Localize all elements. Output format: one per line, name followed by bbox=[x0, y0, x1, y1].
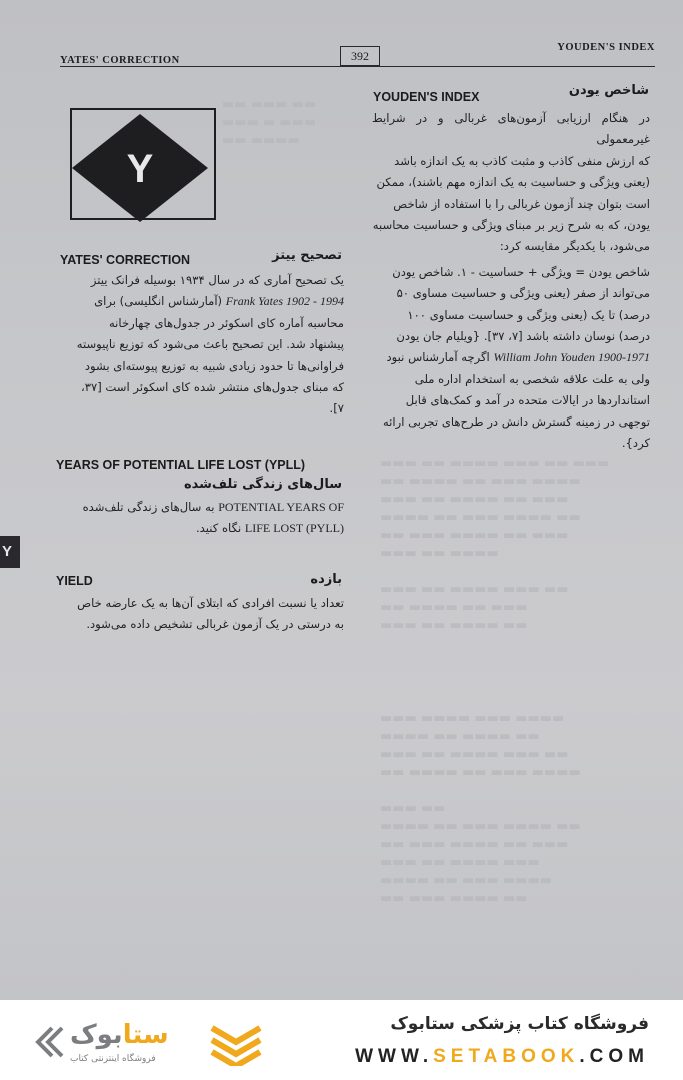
book-stack-icon bbox=[208, 1022, 264, 1066]
logo-wordmark bbox=[70, 1018, 169, 1052]
youden-term-fa: شاخص یودن bbox=[568, 83, 649, 98]
url-suffix: .COM bbox=[579, 1046, 649, 1067]
text-line: تعداد یا نسبت افرادی که ابتلای آن‌ها به یک عارضه خاص bbox=[77, 596, 344, 610]
text-line: ولی به علت علاقه شخصی به استخدام اداره ملی bbox=[414, 371, 650, 386]
logo-wordmark-accent: ستا bbox=[122, 1020, 169, 1050]
yield-term-en: YIELD bbox=[56, 574, 93, 588]
text-line: (یعنی ویژگی و حساسیت به یک اندازه مهم باشند)، ممکن bbox=[376, 175, 650, 190]
text-line bbox=[372, 347, 650, 368]
cross-reference-en: LIFE LOST (PYLL) bbox=[244, 521, 344, 536]
text-span: نگاه کنید. bbox=[195, 521, 242, 536]
header-rule bbox=[60, 66, 655, 67]
logo-wordmark-rest: بوک bbox=[70, 1020, 123, 1050]
text-line: که ارزش منفی کاذب و مثبت کاذب به یک اندازه باشد bbox=[394, 153, 650, 168]
text-line: درصد) تا یک (یعنی ویژگی و حساسیت مساوی ۱۰۰ bbox=[407, 307, 650, 322]
logo-subtitle: فروشگاه اینترنتی کتاب bbox=[70, 1054, 156, 1064]
yates-term-en: YATES' CORRECTION bbox=[60, 253, 191, 267]
text-line: می‌شود، با یکدیگر مقایسه کرد: bbox=[499, 239, 650, 254]
chevron-logo-icon bbox=[30, 1024, 66, 1060]
text-line: استانداردها در ایالات متحده در آمد و کمک‌های قابل bbox=[405, 393, 650, 408]
youden-term-en: YOUDEN'S INDEX bbox=[373, 90, 480, 104]
thumb-index-tab: Y bbox=[0, 536, 20, 568]
yield-definition bbox=[56, 593, 344, 636]
text-line: به درستی در یک آزمون غربالی تشخیص داده می‌شود. bbox=[86, 617, 344, 632]
bleed-through-text: ▬▬▬ ▬▬▬▬ ▬▬▬ ▬▬▬▬ ▬▬▬▬ ▬▬ ▬▬▬▬ ▬▬ ▬▬▬ ▬▬ ▬▬▬▬ ▬▬▬ ▬▬ ▬▬ ▬▬▬▬ ▬▬ ▬▬▬ ▬▬▬▬ ▬▬▬ ▬▬ ▬▬▬▬ ▬▬ ▬▬▬ ▬▬▬▬ ▬▬ ▬▬ ▬▬▬ ▬▬▬▬ ▬▬ ▬▬▬ ▬▬▬ ▬▬ ▬▬▬▬ ▬▬▬ ▬▬▬▬ ▬▬ ▬▬▬ ▬▬▬▬ ▬▬ ▬▬▬ ▬▬▬▬ ▬▬ bbox=[380, 711, 581, 906]
text-line: است بتوان چند آزمون غربالی را با استفاده از شاخص bbox=[393, 196, 650, 211]
youden-definition bbox=[372, 108, 650, 455]
url-brand: SETABOOK bbox=[433, 1046, 580, 1067]
store-logo bbox=[30, 1018, 290, 1070]
text-line bbox=[60, 291, 344, 312]
page-number: 392 bbox=[340, 46, 380, 66]
right-running-head: YOUDEN'S INDEX bbox=[557, 42, 655, 53]
text-span: به سال‌های زندگی تلف‌شده bbox=[82, 500, 215, 514]
text-line bbox=[56, 518, 344, 539]
ypll-term-en: YEARS OF POTENTIAL LIFE LOST (YPLL) bbox=[56, 458, 306, 472]
cross-reference-en: POTENTIAL YEARS OF bbox=[218, 500, 344, 514]
text-span: اگرچه آمارشناس نبود bbox=[386, 350, 490, 365]
yield-term-fa: بازده bbox=[310, 572, 342, 587]
store-name: فروشگاه کتاب پزشکی ستابوک bbox=[390, 1014, 649, 1034]
text-line: توجهی در زمینه گسترش دانش در طرح‌های تجربی ارائه bbox=[382, 414, 650, 429]
url-prefix: WWW. bbox=[355, 1046, 434, 1067]
bleed-through-text: ▬▬▬ ▬▬ ▬▬▬▬ ▬▬▬ ▬▬ ▬▬▬ ▬▬ ▬▬▬▬ ▬▬ ▬▬▬ ▬▬▬▬ ▬▬▬ ▬▬ ▬▬▬▬ ▬▬ ▬▬▬ ▬▬▬▬ ▬▬ ▬▬▬ ▬▬▬▬ ▬▬ ▬▬ ▬▬▬ ▬▬▬▬ ▬▬ ▬▬▬ ▬▬▬ ▬▬ ▬▬▬▬ ▬▬▬ ▬▬ ▬▬▬▬ ▬▬▬ ▬▬ ▬▬ ▬▬▬▬ ▬▬ ▬▬▬ ▬▬▬ ▬▬ ▬▬▬▬ ▬▬ bbox=[380, 456, 610, 633]
diamond-letter-y-icon bbox=[70, 112, 210, 224]
text-line: می‌تواند از صفر (یعنی ویژگی و حساسیت مساوی ۵۰ bbox=[396, 286, 650, 301]
text-line: کرد}. bbox=[621, 436, 650, 451]
yates-definition bbox=[60, 270, 344, 420]
text-line: ۷]. bbox=[329, 401, 344, 416]
text-line: فراوانی‌ها تا حدود زیادی شبیه به توزیع پیوسته‌ای بشود bbox=[84, 358, 344, 373]
bleed-through-text: ▬▬ ▬▬▬ ▬▬ ▬▬▬ ▬ ▬▬▬ ▬▬ ▬▬▬▬ bbox=[222, 97, 317, 148]
text-line: محاسبه آماره کای اسکوئر در جدول‌های چهارخانه bbox=[108, 315, 344, 330]
ypll-term-fa: سال‌های زندگی تلف‌شده bbox=[183, 477, 342, 492]
text-line bbox=[56, 497, 344, 518]
text-line: شاخص یودن = ویژگی + حساسیت - ۱. شاخص یودن bbox=[392, 264, 650, 279]
yates-term-fa: تصحیح ییتز bbox=[272, 248, 342, 263]
text-line: یودن، که به شرح زیر بر مبنای ویژگی و حساسیت محاسبه bbox=[372, 218, 650, 233]
text-span: (آمارشناس انگلیسی) برای bbox=[94, 294, 223, 309]
left-running-head: YATES' CORRECTION bbox=[60, 55, 180, 66]
text-line: یک تصحیح آماری که در سال ۱۹۳۴ بوسیله فرانک ییتز bbox=[90, 273, 344, 287]
person-name-en: William John Youden 1900-1971 bbox=[493, 350, 650, 365]
text-line: درصد) نوسان داشته باشد [۷، ۳۷]. {ویلیام جان یودن bbox=[396, 329, 650, 344]
text-line: پیشنهاد شد. این تصحیح باعث می‌شود که توزیع ناپیوسته bbox=[76, 337, 344, 352]
diamond-letter: Y bbox=[126, 147, 154, 191]
store-url[interactable] bbox=[355, 1046, 649, 1068]
ypll-definition bbox=[56, 497, 344, 540]
text-line: که مبنای جدول‌های منتشر شده کای اسکوئر است [۳۷، bbox=[81, 380, 344, 395]
person-name-en: Frank Yates 1902 - 1994 bbox=[225, 294, 344, 309]
text-line: در هنگام ارزیابی آزمون‌های غربالی و در شرایط غیرمعمولی bbox=[372, 111, 650, 147]
